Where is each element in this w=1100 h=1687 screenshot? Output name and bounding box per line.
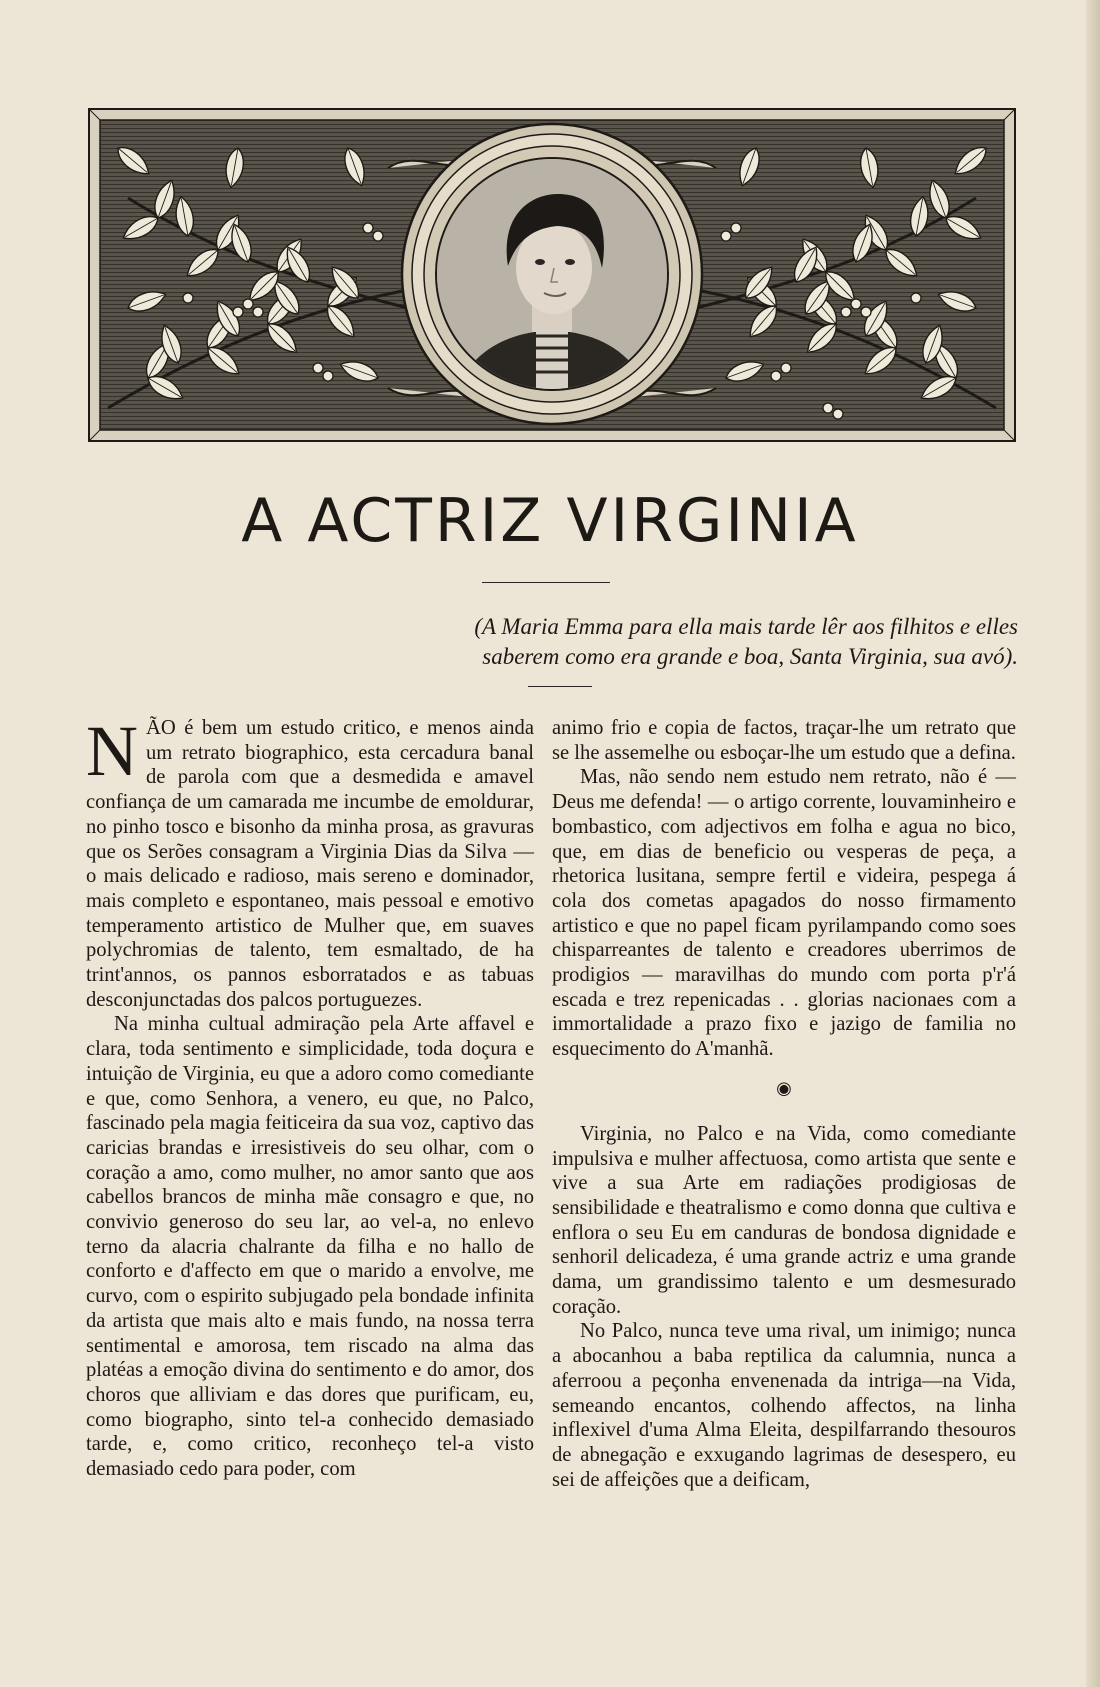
paragraph: Virginia, no Palco e na Vida, como comediante impulsiva e mulher affectuosa, como artista que sente e vive a sua Arte em radiações prodigiosas de sensibilidade e theatralismo e como donna que cultiva e enflora o seu Eu em canduras de bondosa dignidade e senhoril delicadeza, é uma grande actriz e uma grande dama, um grandissimo talento e um desmesurado coração. xyxy=(552,1122,1016,1318)
dedication-rule xyxy=(528,686,592,687)
paragraph-text: ÃO é bem um estudo critico, e menos ainda um retrato biographico, esta cercadura banal de parola com que a desmedida e amavel confiança de um camarada me incumbe de emoldurar, no pinho tosco e bisonho da minha prosa, as gravuras que os Serões consagram a Virginia Dias da Silva — o mais delicado e radioso, mais sereno e dominador, mais completo e espontaneo, mais pessoal e emotivo temperamento artistico de Mulher que, em suaves polychromias de talento, tem esmaltado, de ha trint'annos, os pannos esborratados e as tabuas desconjunctadas dos palcos portuguezes. xyxy=(86,717,534,1011)
page-edge xyxy=(1086,0,1100,1687)
left-column xyxy=(86,711,534,1482)
drop-cap: N xyxy=(86,711,138,791)
portrait-medallion xyxy=(402,124,702,424)
article-title: A ACTRIZ VIRGINIA xyxy=(241,486,859,556)
paragraph: No Palco, nunca teve uma rival, um inimigo; nunca a abocanhou a baba reptilica da calumnia, nunca a aferroou a peçonha envenenada da intriga—na Vida, semeando encantos, colhendo affectos, na linha inflexivel d'uma Alma Eleita, despilfarrando thesouros de abnegação e exxugando lagrimas de desespero, eu sei de affeições que a deificam, xyxy=(552,1320,1016,1491)
right-column xyxy=(552,716,1016,1492)
paragraph: Mas, não sendo nem estudo nem retrato, não é — Deus me defenda! — o artigo corrente, louvaminheiro e bombastico, com adjectivos em folha e agua no bico, que, em dias de beneficio ou vesperas de peça, a rhetorica lusitana, sempre fertil e videira, pespega á cola dos cometas apagados do nosso firmamento artistico e que no papel ficam pyrilampando como soes chisparreantes de talento e creadores uberrimos de prodigios — maravilhas do mundo com porta p'r'á escada e trez repenicadas . . glorias nacionaes com a immortalidade a prazo fixo e jazigo de familia no esquecimento do A'manhã. xyxy=(552,766,1016,1061)
paragraph xyxy=(86,711,534,1012)
dedication-line: saberem como era grande e boa, Santa Virginia, sua avó). xyxy=(482,644,1018,669)
header-engraving xyxy=(88,108,1016,442)
paragraph: Na minha cultual admiração pela Arte affavel e clara, toda sentimento e simplicidade, toda doçura e intuição de Virginia, eu que a adoro como comediante e que, como Senhora, a venero, eu que, no Palco, fascinado pela magia feiticeira da sua voz, captivo das caricias brandas e irresistiveis do seu olhar, com o coração a amo, como mulher, no amor santo que aos cabellos brancos de minha mãe consagro e que, no convivio generoso do seu lar, ao vel-a, no enlevo terno da alacria chalrante da filha e no hallo de conforto e d'affecto em que o marido a envolve, me curvo, com o espirito subjugado pela bondade infinita da artista que mais alto e mais fundo, na nossa terra sentimental e amorosa, tem riscado na alma das platéas a emoção divina do sentimento e do amor, dos choros que alliviam e das dores que purificam, eu, como biographo, sinto tel-a conhecido demasiado tarde, e, como critico, reconheço tel-a visto demasiado cedo para poder, com xyxy=(86,1013,534,1481)
dedication-line: (A Maria Emma para ella mais tarde lêr aos filhitos e elles xyxy=(474,614,1018,639)
paragraph: animo frio e copia de factos, traçar-lhe um retrato que se lhe assemelhe ou esboçar-lhe um estudo que a defina. xyxy=(552,717,1016,764)
section-divider-icon: ◉ xyxy=(776,1077,792,1098)
dedication xyxy=(378,612,1018,672)
title-rule xyxy=(482,582,610,583)
